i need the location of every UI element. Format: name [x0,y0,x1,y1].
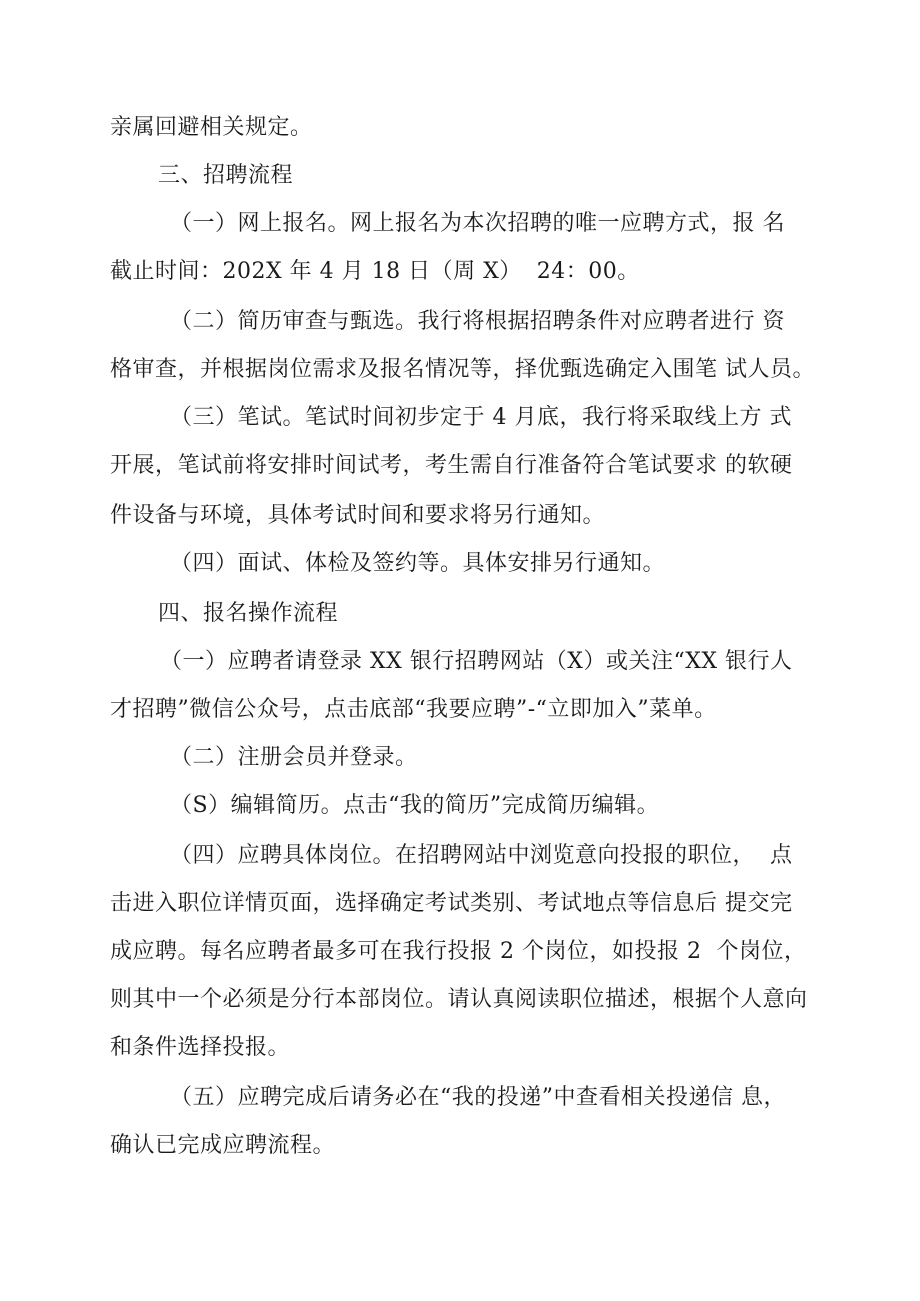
text-line: （四）应聘具体岗位。在招聘网站中浏览意向投报的职位， 点 [170,843,793,868]
text-line: 截止时间：202X 年 4 月 18 日（周 X） 24：00。 [110,259,640,284]
text-line: 开展，笔试前将安排时间试考，考生需自行准备符合笔试要求 的软硬 [110,453,793,478]
text-line: （五）应聘完成后请务必在“我的投递”中查看相关投递信 息， [170,1085,786,1110]
text-line: 确认已完成应聘流程。 [110,1133,336,1158]
text-line: 亲属回避相关规定。 [110,115,313,140]
text-line: （一）网上报名。网上报名为本次招聘的唯一应聘方式，报 名 [170,211,785,236]
text-line: 件设备与环境，具体考试时间和要求将另行通知。 [110,503,606,528]
text-line: （三）笔试。笔试时间初步定于 4 月底，我行将采取线上方 式 [170,405,792,430]
text-line: （一）应聘者请登录 XX 银行招聘网站（X）或关注“XX 银行人 [160,649,793,674]
text-line: （S）编辑简历。点击“我的简历”完成简历编辑。 [170,793,660,818]
text-line: 才招聘”微信公众号，点击底部“我要应聘”-“立即加入”菜单。 [110,697,717,722]
text-line: 则其中一个必须是分行本部岗位。请认真阅读职位描述，根据个人意向 [110,987,808,1012]
text-line: 和条件选择投报。 [110,1035,291,1060]
text-line: 成应聘。每名应聘者最多可在我行投报 2 个岗位，如投报 2 个岗位， [110,939,807,964]
text-line: （二）注册会员并登录。 [170,745,418,770]
text-line: 格审查，并根据岗位需求及报名情况等，择优甄选确定入围笔 试人员。 [110,357,815,382]
text-line: （二）简历审查与甄选。我行将根据招聘条件对应聘者进行 资 [170,309,785,334]
section-heading: 四、报名操作流程 [158,601,339,626]
text-line: 击进入职位详情页面，选择确定考试类别、考试地点等信息后 提交完 [110,891,793,916]
text-line: （四）面试、体检及签约等。具体安排另行通知。 [170,551,666,576]
section-heading: 三、招聘流程 [158,163,294,188]
